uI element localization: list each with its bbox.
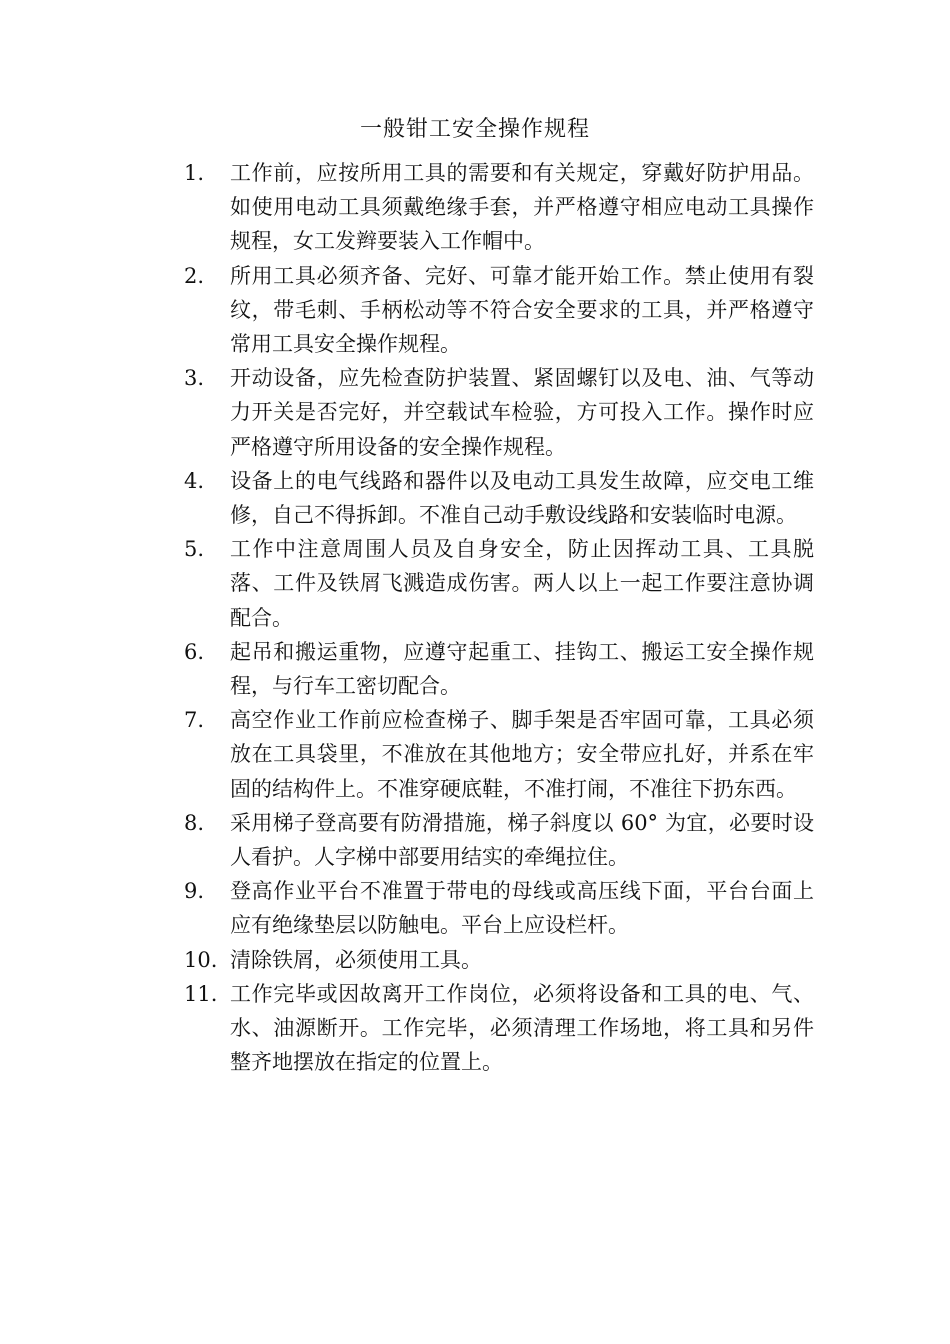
rule-text: 所用工具必须齐备、完好、可靠才能开始工作。禁止使用有裂纹，带毛刺、手柄松动等不符合安全要求的工具，并严格遵守常用工具安全操作规程。 <box>230 263 814 357</box>
rule-number: 7. <box>184 708 205 733</box>
rule-item-10 <box>184 943 814 977</box>
rule-text: 工作中注意周围人员及自身安全，防止因挥动工具、工具脱落、工件及铁屑飞溅造成伤害。两人以上一起工作要注意协调配合。 <box>230 537 814 630</box>
rule-number: 10. <box>184 947 218 972</box>
rule-number: 8. <box>184 810 205 835</box>
rule-number: 2. <box>184 263 205 288</box>
rule-number: 4. <box>184 468 205 493</box>
rule-text: 登高作业平台不准置于带电的母线或高压线下面，平台台面上应有绝缘垫层以防触电。平台上应设栏杆。 <box>230 879 814 938</box>
document-title: 一般钳工安全操作规程 <box>359 117 590 142</box>
rule-text: 工作前，应按所用工具的需要和有关规定，穿戴好防护用品。如使用电动工具须戴绝缘手套，并严格遵守相应电动工具操作规程，女工发辫要装入工作帽中。 <box>230 161 814 254</box>
rules-list <box>184 156 814 1079</box>
rule-item-5 <box>184 532 814 635</box>
rule-item-4 <box>184 464 814 532</box>
rule-text: 清除铁屑，必须使用工具。 <box>230 947 482 972</box>
rule-item-6 <box>184 635 814 703</box>
rule-item-9 <box>184 874 814 942</box>
rule-text: 工作完毕或因故离开工作岗位，必须将设备和工具的电、气、水、油源断开。工作完毕，必须清理工作场地，将工具和另件整齐地摆放在指定的位置上。 <box>230 981 814 1075</box>
rule-number: 11. <box>184 981 218 1006</box>
rule-text: 采用梯子登高要有防滑措施，梯子斜度以 60° 为宜，必要时设人看护。人字梯中部要用结实的牵绳拉住。 <box>230 810 814 870</box>
rule-number: 6. <box>184 639 205 664</box>
rule-item-2 <box>184 259 814 362</box>
rule-text: 开动设备，应先检查防护装置、紧固螺钉以及电、油、气等动力开关是否完好，并空载试车检验，方可投入工作。操作时应严格遵守所用设备的安全操作规程。 <box>230 366 814 459</box>
rule-text: 高空作业工作前应检查梯子、脚手架是否牢固可靠，工具必须放在工具袋里，不准放在其他地方；安全带应扎好，并系在牢固的结构件上。不准穿硬底鞋，不准打闹，不准往下扔东西。 <box>230 708 814 801</box>
rule-number: 5. <box>184 537 205 562</box>
rule-item-11 <box>184 977 814 1080</box>
rule-text: 起吊和搬运重物，应遵守起重工、挂钩工、搬运工安全操作规程，与行车工密切配合。 <box>230 639 814 699</box>
rule-number: 9. <box>184 879 205 904</box>
rule-item-3 <box>184 361 814 464</box>
rule-text: 设备上的电气线路和器件以及电动工具发生故障，应交电工维修，自己不得拆卸。不准自己动手敷设线路和安装临时电源。 <box>230 468 814 528</box>
rule-item-8 <box>184 806 814 874</box>
rule-item-1 <box>184 156 814 259</box>
rule-item-7 <box>184 703 814 806</box>
rule-number: 1. <box>184 161 205 185</box>
rule-number: 3. <box>184 366 205 391</box>
